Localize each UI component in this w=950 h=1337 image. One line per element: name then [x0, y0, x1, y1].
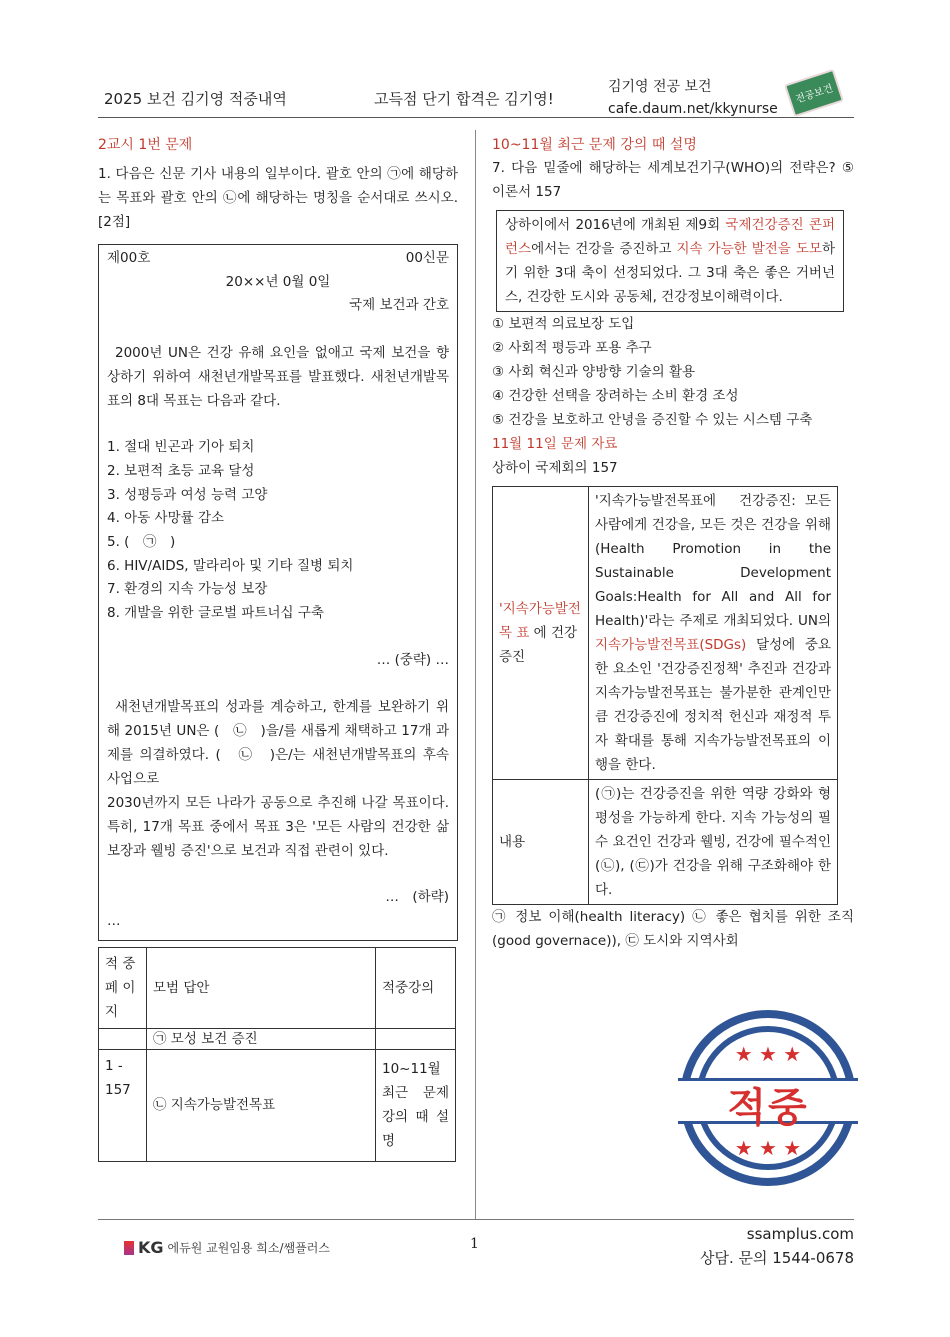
question-1-text: 1. 다음은 신문 기사 내용의 일부이다. 괄호 안의 ㉠에 해당하는 목표와 괄호 안의 ㉡에 해당하는 명칭을 순서대로 쓰시오. [2점] — [98, 166, 458, 230]
footer-divider — [98, 1219, 854, 1220]
footer-logo — [124, 1238, 330, 1257]
passage-highlight-conference: 국제건강증진 콘퍼런스 — [505, 217, 835, 257]
mdg-goal-list — [107, 436, 449, 626]
header-answer: 모범 답안 — [147, 947, 376, 1028]
answer-page: 1 - 157 — [99, 1049, 147, 1161]
mdg-goal: 8. 개발을 위한 글로벌 파트너십 구축 — [107, 605, 324, 622]
sdg-label-highlight: '지속가능발전 목 표 — [499, 601, 581, 641]
footer-site[interactable]: ssamplus.com — [746, 1225, 854, 1243]
news-paragraph-2: 새천년개발목표의 성과를 계승하고, 한계를 보완하기 위해 2015년 UN은 ( ㉡ )을/를 새롭게 채택하고 17개 과제를 의결하였다. ( ㉡ )은/는 새천년개발목표의 후속 사업으로 — [107, 699, 449, 788]
passage-text: 하기 위한 3대 축이 선정되었다. 그 3대 축은 좋은 거버넌스, 건강한 도시와 공동체, 건강정보이해력이다. — [505, 241, 835, 305]
news-end-dots: … — [107, 913, 121, 930]
news-paragraph-3: 2030년까지 모든 나라가 공동으로 추진해 나갈 목표이다. 특히, 17개 목표 중에서 목표 3은 '모든 사람의 건강한 삶 보장과 웰빙 증진'으로 보건과 직접 관련이 있다. — [107, 795, 449, 860]
news-paper-name: 00신문 — [405, 250, 449, 266]
sdg-content-text: '지속가능발전목표에 건강증진: 모든 사람에게 건강을, 모든 것은 건강을 위해(Health Promotion in the Sustainable Development Goals:Health for All and All for Health)'라는 주제로 개최되었다. UN의 — [595, 493, 831, 629]
question-7-text: 7. 다음 밑줄에 해당하는 세계보건기구(WHO)의 전략은? ⑤ 이론서 157 — [492, 160, 854, 200]
sdg-row-label — [493, 487, 589, 780]
right-section-title: 10~11월 최근 문제 강의 때 설명 — [492, 137, 697, 153]
column-divider — [475, 130, 476, 1220]
left-column — [98, 134, 458, 1162]
brand-stamp-logo: 전공보건 — [784, 69, 844, 117]
question-7-answer: ㉠ 정보 이해(health literacy) ㉡ 좋은 협치를 위한 조직(good governace)), ㉢ 도시와 지역사회 — [492, 909, 854, 949]
kg-logo-icon — [124, 1241, 134, 1255]
news-end-omission: … (하략) — [385, 889, 449, 906]
news-section: 국제 보건과 간호 — [349, 297, 449, 314]
mdg-goal: 7. 환경의 지속 가능성 보장 — [107, 581, 268, 598]
option-1: ① 보편적 의료보장 도입 — [492, 316, 635, 332]
sdg-label-text: 에 건강증진 — [499, 625, 578, 665]
hit-stamp — [680, 1010, 856, 1186]
header-cafe-url[interactable]: cafe.daum.net/kkynurse — [608, 101, 778, 117]
option-5: ⑤ 건강을 보호하고 안녕을 증진할 수 있는 시스템 구축 — [492, 412, 813, 428]
sdg-row-content — [589, 487, 838, 780]
header-slogan: 고득점 단기 합격은 김기영! — [374, 90, 554, 108]
mdg-goal: 3. 성평등과 여성 능력 고양 — [107, 486, 268, 503]
footer-contact — [700, 1222, 854, 1270]
page-number: 1 — [470, 1236, 479, 1252]
header-lecture: 적중강의 — [376, 947, 456, 1028]
content-row-label: 내용 — [493, 780, 589, 905]
sdg-content-highlight: 지속가능발전목표(SDGs) — [595, 637, 747, 653]
passage-highlight-sustainable: 지속 가능한 발전을 도모 — [676, 241, 822, 257]
table-row — [99, 1028, 456, 1049]
mdg-goal: 2. 보편적 초등 교육 달성 — [107, 462, 255, 479]
header-brand: 김기영 전공 보건 — [608, 79, 712, 95]
table-row — [99, 1049, 456, 1161]
answer-1: ㉠ 모성 보건 증진 — [147, 1028, 376, 1049]
mdg-goal: 1. 절대 빈곤과 기아 퇴치 — [107, 439, 255, 456]
news-intro: 2000년 UN은 건강 유해 요인을 없애고 국제 보건을 향상하기 위하여 새천년개발목표를 발표했다. 새천년개발목표의 8대 목표는 다음과 같다. — [107, 345, 449, 410]
passage-text: 에서는 건강을 증진하고 — [531, 241, 677, 257]
page-header — [98, 72, 854, 118]
answer-options — [492, 312, 854, 432]
footer-phone: 상담. 문의 1544-0678 — [699, 1249, 854, 1267]
question-7-passage — [496, 210, 844, 312]
material-subtitle: 11월 11일 문제 자료 — [492, 436, 618, 452]
header-cafe-info — [608, 76, 778, 120]
news-issue: 제00호 — [107, 250, 151, 266]
mdg-goal: 4. 아동 사망률 감소 — [107, 510, 225, 527]
footer-logo-text: 에듀원 교원임용 희소/쌤플러스 — [167, 1241, 330, 1255]
mdg-goal: 6. HIV/AIDS, 말라리아 및 기타 질병 퇴치 — [107, 557, 354, 574]
option-4: ④ 건강한 선택을 장려하는 소비 환경 조성 — [492, 388, 739, 404]
sdg-content-text: 달성에 중요한 요소인 '건강증진정책' 추진과 건강과 지속가능발전목표는 불가분한 관계인만큼 건강증진에 정치적 헌신과 재정적 투자 확대를 통해 지속가능발전목표의 이행을 한다. — [595, 637, 831, 773]
stamp-text: 적중 — [727, 1085, 809, 1131]
material-subline: 상하이 국제회의 157 — [492, 460, 618, 476]
passage-text: 상하이에서 2016년에 개최된 제9회 — [505, 217, 726, 233]
left-section-title: 2교시 1번 문제 — [98, 137, 193, 153]
mdg-goal: 5. ( ㉠ ) — [107, 533, 176, 550]
news-article-box — [98, 244, 458, 941]
star-icon: ★ ★ ★ — [734, 1042, 802, 1066]
star-icon: ★ ★ ★ — [734, 1136, 802, 1160]
table-row — [493, 780, 838, 905]
option-2: ② 사회적 평등과 포용 추구 — [492, 340, 652, 356]
news-middle-omission: … (중략) … — [376, 651, 449, 668]
option-3: ③ 사회 혁신과 양방향 기술의 활용 — [492, 364, 696, 380]
sdg-table — [492, 486, 838, 905]
table-row — [99, 947, 456, 1028]
answer-2: ㉡ 지속가능발전목표 — [147, 1049, 376, 1161]
right-column — [492, 134, 854, 953]
header-page: 적 중 페 이 지 — [99, 947, 147, 1028]
answer-table — [98, 947, 456, 1162]
answer-lecture: 10~11월 최근 문제 강의 때 설명 — [376, 1049, 456, 1161]
table-row — [493, 487, 838, 780]
news-date: 20××년 0월 0일 — [225, 273, 331, 290]
content-row-text: (㉠)는 건강증진을 위한 역량 강화와 형평성을 가능하게 한다. 지속 가능성의 필수 요건인 건강과 웰빙, 건강에 필수적인 (㉡), (㉢)가 건강을 위해 구조화해야 한다. — [589, 780, 838, 905]
header-title: 2025 보건 김기영 적중내역 — [104, 90, 287, 108]
footer-logo-kg: KG — [138, 1238, 164, 1257]
